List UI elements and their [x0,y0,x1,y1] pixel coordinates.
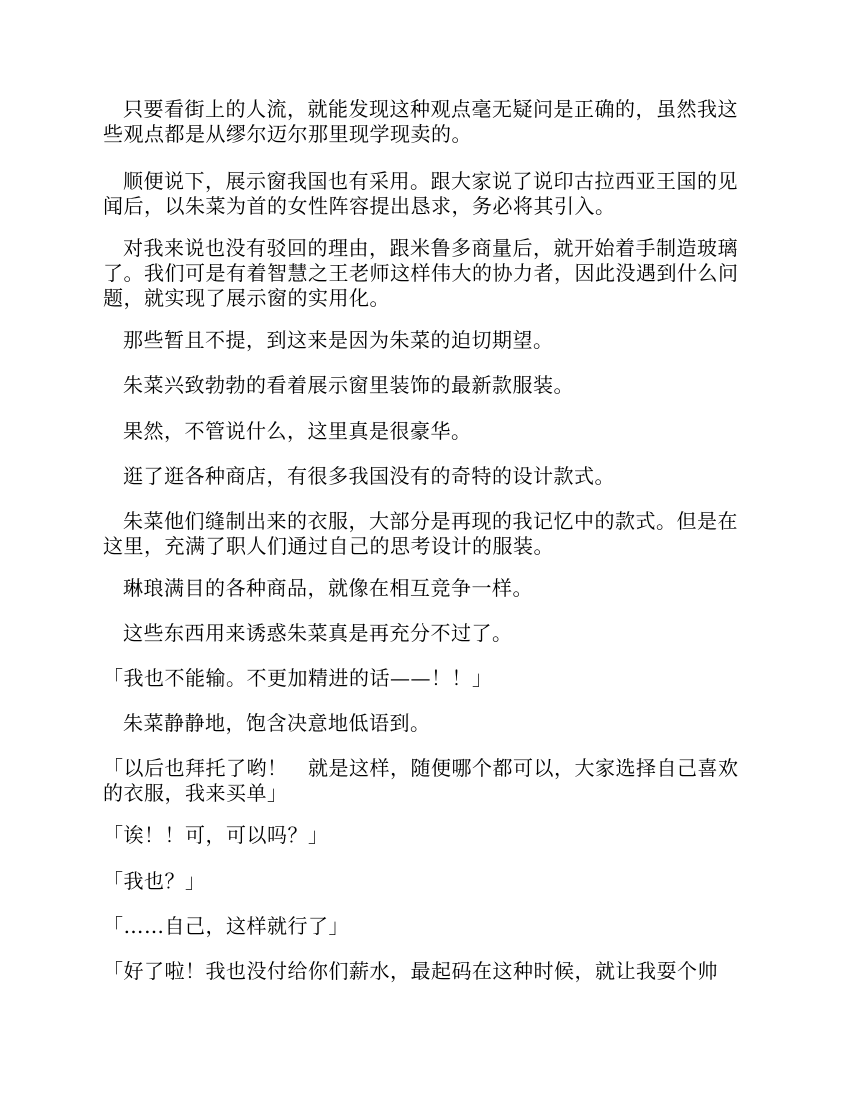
paragraph-7: 逛了逛各种商店，有很多我国没有的奇特的设计款式。 [123,464,615,488]
paragraph-8: 朱菜他们缝制出来的衣服，大部分是再现的我记忆中的款式。但是在这里，充满了职人们通过自己的思考设计的服装。 [103,509,738,558]
dialogue-1: 「我也不能输。不更加精进的话——！！」 [103,666,493,690]
paragraph-1: 只要看街上的人流，就能发现这种观点毫无疑问是正确的，虽然我这些观点都是从缪尔迈尔那里现学现卖的。 [103,97,738,146]
paragraph-6: 果然，不管说什么，这里真是很豪华。 [123,419,472,443]
paragraph-2: 顺便说下，展示窗我国也有采用。跟大家说了说印古拉西亚王国的见闻后，以朱菜为首的女性阵容提出恳求，务必将其引入。 [103,169,738,218]
paragraph-3: 对我来说也没有驳回的理由，跟米鲁多商量后，就开始着手制造玻璃了。我们可是有着智慧之王老师这样伟大的协力者，因此没遇到什么问题，就实现了展示窗的实用化。 [103,236,739,310]
paragraph-11: 朱菜静静地，饱含决意地低语到。 [123,711,431,735]
paragraph-4: 那些暂且不提，到这来是因为朱菜的迫切期望。 [123,328,554,352]
paragraph-10: 这些东西用来诱惑朱菜真是再充分不过了。 [123,621,513,645]
paragraph-9: 琳琅满目的各种商品，就像在相互竞争一样。 [123,576,533,600]
dialogue-6: 「好了啦！我也没付给你们薪水，最起码在这种时候，就让我耍个帅 [103,959,718,983]
dialogue-3: 「诶！！可，可以吗？」 [103,823,329,847]
dialogue-5: 「……自己，这样就行了」 [103,914,349,938]
dialogue-2: 「以后也拜托了哟！ 就是这样，随便哪个都可以，大家选择自己喜欢的衣服，我来买单」 [103,756,739,805]
paragraph-5: 朱菜兴致勃勃的看着展示窗里装饰的最新款服装。 [123,373,574,397]
dialogue-4: 「我也？」 [103,869,206,893]
